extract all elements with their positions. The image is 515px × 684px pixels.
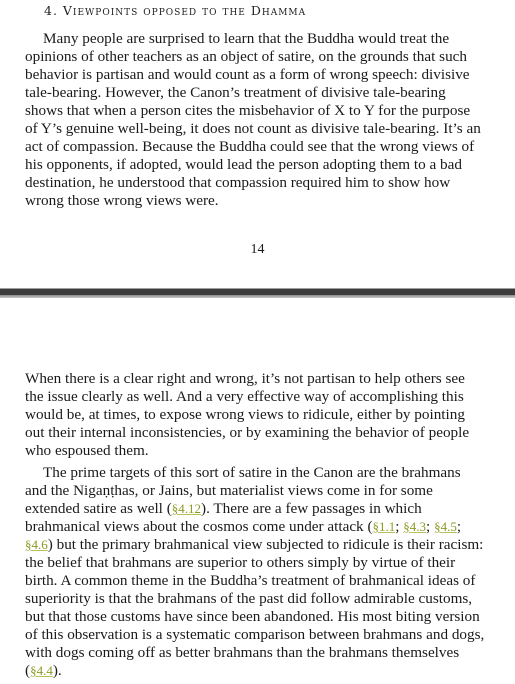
running-header: 4. Viewpoints opposed to the Dhamma — [44, 3, 307, 18]
section-reference-link[interactable]: §4.12 — [171, 501, 202, 516]
section-reference-link[interactable]: §4.4 — [30, 663, 53, 678]
page-top — [0, 0, 515, 286]
paragraph-text: ) but the primary brahmanical view subjected to ridicule is their racism: the belief that brahmans are superior to others simply by virtue of their birth. A common theme in the Buddha’s treatment of brahmanical ideas of superiority is that the brahmans of the past did follow admirable customs, but that those customs have since been abandoned. His most biting version of this observation is a systematic comparison between brahmans and dogs, with dogs coming off as better brahmans than the brahmans themselves ( — [25, 536, 485, 679]
section-reference-link[interactable]: §4.6 — [25, 537, 48, 552]
paragraph-text: The prime targets of this sort of satire in the Canon are the brahmans and the Nigaṇṭhas, or Jains, but materialist views come in for some extended satire as well ( — [25, 464, 461, 517]
paragraph-text: ; — [426, 518, 435, 535]
paragraph-text: ). — [52, 662, 62, 679]
page-divider — [0, 286, 515, 298]
section-reference-link[interactable]: §1.1 — [372, 519, 396, 534]
body-paragraph — [25, 464, 485, 680]
paragraph-text: ). There are a few passages in which brahmanical views about the cosmos come under attack ( — [25, 500, 422, 535]
section-reference-link[interactable]: §4.5 — [434, 519, 457, 534]
paragraph-text: ; — [456, 518, 462, 535]
body-paragraph: When there is a clear right and wrong, it’s not partisan to help others see the issue clearly as well. And a very effective way of accomplishing this would be, at times, to expose wrong views to ridicule, either by pointing out their internal inconsistencies, or by examining the behavior of people who espoused them. — [25, 370, 470, 459]
page-number: 14 — [250, 242, 265, 257]
section-reference-link[interactable]: §4.3 — [403, 519, 427, 534]
body-paragraph: Many people are surprised to learn that the Buddha would treat the opinions of other teachers as an object of satire, on the grounds that such behavior is partisan and would count as a form of wrong speech: divisive tale-bearing. However, the Canon’s treatment of divisive tale-bearing shows that when a person cites the misbehavior of X to Y for the purpose of Y’s genuine well-being, it does not count as divisive tale-bearing. It’s an act of compassion. Because the Buddha could see that the wrong views of his opponents, if adopted, would lead the person adopting them to a bad destination, he understood that compassion required him to show how wrong those wrong views were. — [25, 30, 481, 209]
paragraph-text: ; — [395, 518, 404, 535]
page-bottom — [0, 298, 515, 684]
